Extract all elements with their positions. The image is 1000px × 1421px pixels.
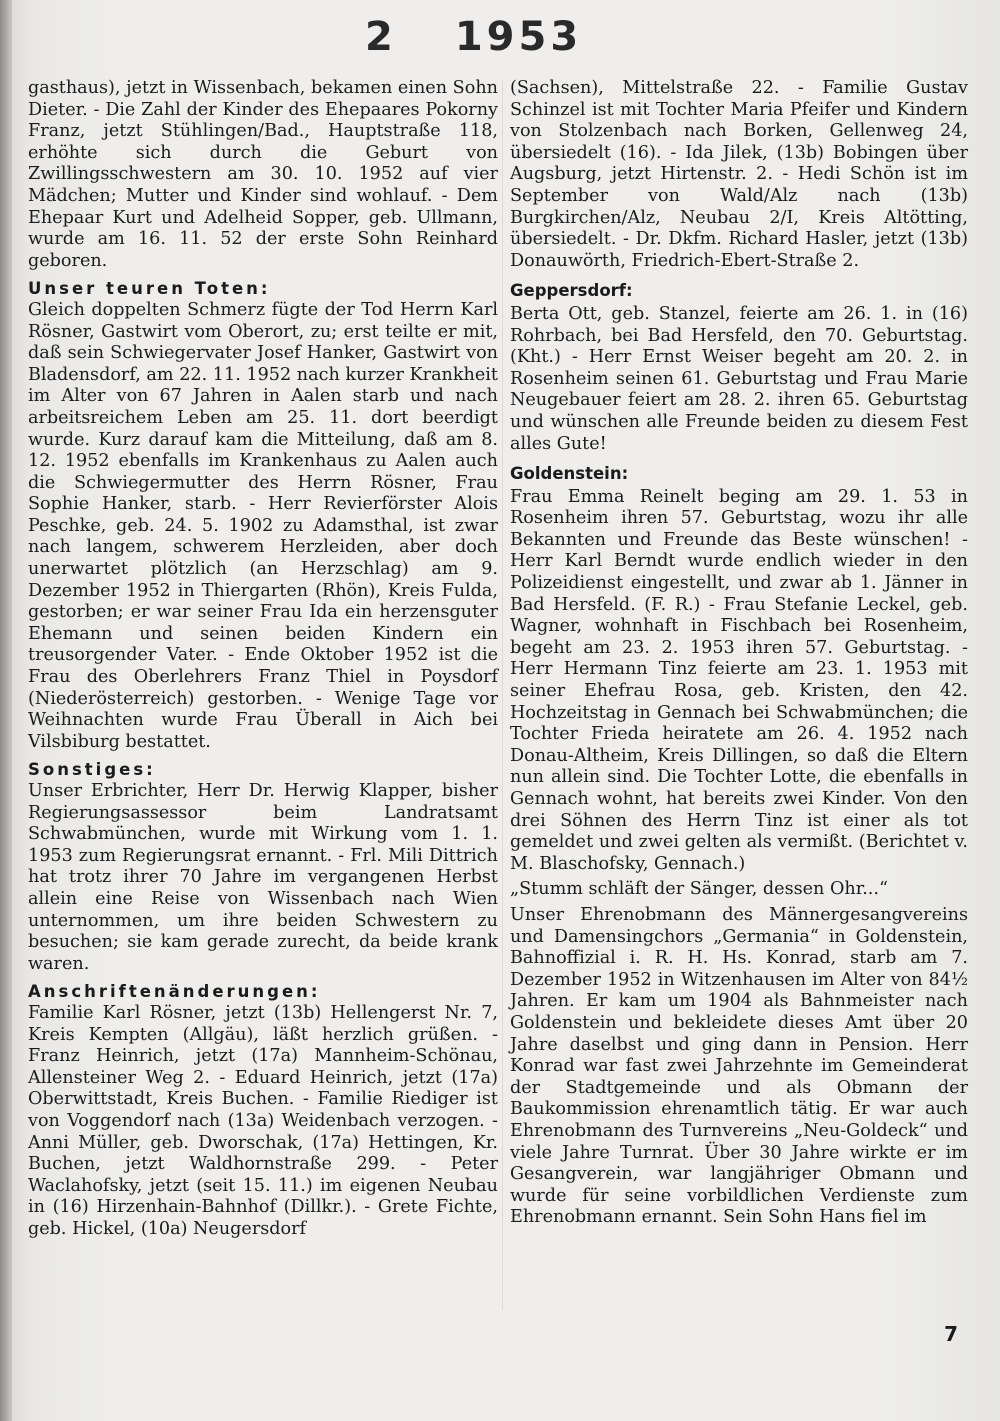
left-column [28, 78, 498, 1244]
anschriften-paragraph: Familie Karl Rösner, jetzt (13b) Hellengerst Nr. 7, Kreis Kempten (Allgäu), läßt herzlich grüßen. - Franz Heinrich, jetzt (17a) Mannheim-Schönau, Allensteiner Weg 2. - Eduard Heinrich, jetzt (17a) Oberwittstadt, Kreis Buchen. - Familie Riediger ist von Voggendorf nach (13a) Weidenbach verzogen. - Anni Müller, geb. Dworschak, (17a) Hettingen, Kr. Buchen, jetzt Waldhornstraße 299. - Peter Waclahofsky, jetzt (seit 15. 11.) im eigenen Neubau in (16) Hirzenhain-Bahnhof (Dillkr.). - Grete Fichte, geb. Hickel, (10a) Neugersdorf [28, 1002, 498, 1239]
right-column [510, 78, 968, 1233]
issue-number: 2 [365, 14, 397, 60]
goldenstein-heading: Goldenstein: [510, 464, 629, 484]
left-intro-paragraph: gasthaus), jetzt in Wissenbach, bekamen einen Sohn Dieter. - Die Zahl der Kinder des Ehepaares Pokorny Franz, jetzt Stühlingen/Bad., Hauptstraße 118, erhöhte sich durch die Geburt von Zwillingsschwestern am 30. 10. 1952 auf vier Mädchen; Mutter und Kinder sind wohlauf. - Dem Ehepaar Kurt und Adelheid Sopper, geb. Ullmann, wurde am 16. 11. 52 der erste Sohn Reinhard geboren. [28, 78, 498, 271]
sonstiges-heading: Sonstiges: [28, 760, 156, 780]
goldenstein-paragraph: Frau Emma Reinelt beging am 29. 1. 53 in Rosenheim ihren 57. Geburtstag, wozu ihr alle Bekannten und Freunde das Beste wünschen! - Herr Karl Berndt wurde endlich wieder in den Polizeidienst eingestellt, und zwar ab 1. Jänner in Bad Hersfeld. (F. R.) - Frau Stefanie Leckel, geb. Wagner, wohnhaft in Fischbach bei Rosenheim, begeht am 23. 2. 1953 ihren 57. Geburtstag. - Herr Hermann Tinz feierte am 23. 1. 1953 mit seiner Ehefrau Rosa, geb. Kristen, den 42. Hochzeitstag in Gennach bei Schwabmünchen; die Tochter Frieda heiratete am 26. 4. 1952 nach Donau-Altheim, Kreis Dillingen, so daß die Eltern nun allein sind. Die Tochter Lotte, die ebenfalls in Gennach wohnt, hat bereits zwei Kinder. Von den drei Söhnen des Herrn Tinz ist einer als tot gemeldet und zwei gelten als vermißt. (Berichtet v. M. Blaschofsky, Gennach.) [510, 486, 968, 874]
issue-stamp [365, 14, 582, 60]
geppersdorf-paragraph: Berta Ott, geb. Stanzel, feierte am 26. 1. in (16) Rohrbach, bei Bad Hersfeld, den 70. Geburtstag. (Kht.) - Herr Ernst Weiser begeht am 20. 2. in Rosenheim seinen 61. Geburtstag und Frau Marie Neugebauer feiert am 28. 2. ihren 65. Geburtstag und wünschen alle Freunde beiden zu diesem Fest alles Gute! [510, 303, 968, 454]
anschriften-heading: Anschriftenänderungen: [28, 982, 321, 1002]
issue-year: 1953 [454, 14, 583, 60]
right-intro-paragraph: (Sachsen), Mittelstraße 22. - Familie Gustav Schinzel ist mit Tochter Maria Pfeifer und Kindern von Stolzenbach nach Borken, Gellenweg 24, übersiedelt (16). - Ida Jilek, (13b) Bobingen über Augsburg, jetzt Hirtenstr. 2. - Hedi Schön ist im September von Wald/Alz nach (13b) Burgkirchen/Alz, Neubau 2/I, Kreis Altötting, übersiedelt. - Dr. Dkfm. Richard Hasler, jetzt (13b) Donauwörth, Friedrich-Ebert-Straße 2. [510, 78, 968, 271]
page-number: 7 [944, 1322, 958, 1346]
nachruf-paragraph: Unser Ehrenobmann des Männergesangvereins und Damensingchors „Germania“ in Goldenstein, Bahnoffizial i. R. H. Hs. Konrad, starb am 7. Dezember 1952 in Witzenhausen im Alter von 84½ Jahren. Er kam um 1904 als Bahnmeister nach Goldenstein und bekleidete dieses Amt über 20 Jahre daselbst und ging dann in Pension. Herr Konrad war fast zwei Jahrzehnte im Gemeinderat der Stadtgemeinde und als Obmann der Baukommission ehrenamtlich tätig. Er war auch Ehrenobmann des Turnvereins „Neu-Goldeck“ und viele Jahre Turnrat. Über 30 Jahre wirkte er im Gesangverein, war langjähriger Obmann und wurde für seine vorbildlichen Verdienste zum Ehrenobmann ernannt. Sein Sohn Hans fiel im [510, 904, 968, 1228]
nachruf-quote: „Stumm schläft der Sänger, dessen Ohr...“ [510, 879, 888, 900]
toten-heading: Unser teuren Toten: [28, 279, 271, 299]
column-divider [502, 80, 503, 1310]
binding-shadow [0, 0, 12, 1421]
geppersdorf-heading: Geppersdorf: [510, 281, 633, 301]
sonstiges-paragraph: Unser Erbrichter, Herr Dr. Herwig Klapper, bisher Regierungsassessor beim Landratsamt Schwabmünchen, wurde mit Wirkung vom 1. 1. 1953 zum Regierungsrat ernannt. - Frl. Mili Dittrich hat trotz ihrer 70 Jahre im vergangenen Herbst allein eine Reise von Wissenbach nach Wien unternommen, um ihre beiden Schwestern zu besuchen; sie kam gerade zurecht, da beide krank waren. [28, 781, 498, 974]
toten-paragraph: Gleich doppelten Schmerz fügte der Tod Herrn Karl Rösner, Gastwirt vom Oberort, zu; erst teilte er mit, daß sein Schwiegervater Josef Hanker, Gastwirt von Bladensdorf, am 22. 11. 1952 nach kurzer Krankheit im Alter von 67 Jahren in Aalen starb und nach arbeitsreichem Leben am 25. 11. dort beerdigt wurde. Kurz darauf kam die Mitteilung, daß am 8. 12. 1952 ebenfalls im Krankenhaus zu Aalen auch die Schwiegermutter des Herrn Rösner, Frau Sophie Hanker, starb. - Herr Revierförster Alois Peschke, geb. 24. 5. 1902 zu Adamsthal, ist zwar nach langem, schwerem Herzleiden, aber doch unerwartet plötzlich (an Herzschlag) am 9. Dezember 1952 in Thiergarten (Rhön), Kreis Fulda, gestorben; er war seiner Frau Ida ein herzensguter Ehemann und seinen beiden Kindern ein treusorgender Vater. - Ende Oktober 1952 ist die Frau des Oberlehrers Franz Thiel in Poysdorf (Niederösterreich) gestorben. - Wenige Tage vor Weihnachten wurde Frau Überall in Aich bei Vilsbiburg bestattet. [28, 299, 498, 752]
